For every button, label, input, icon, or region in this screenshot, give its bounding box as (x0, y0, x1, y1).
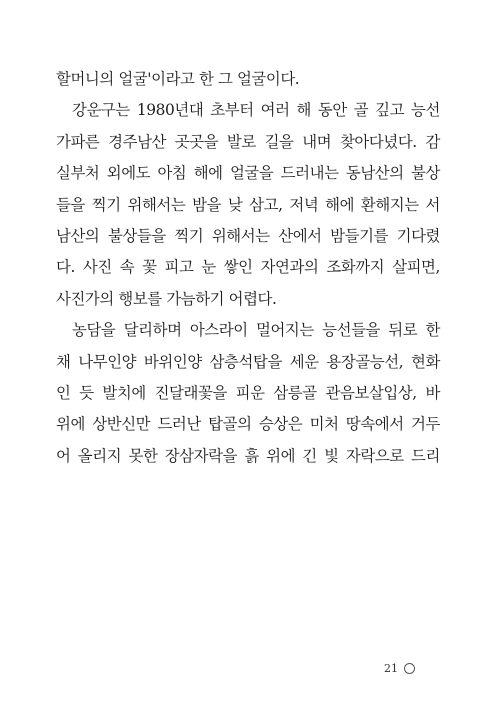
text-line: 남산의 불상들을 찍기 위해서는 산에서 밤들기를 기다렸 (56, 226, 440, 245)
text-line: 할머니의 얼굴'이라고 한 그 얼굴이다. (56, 70, 300, 88)
text-line: 농담을 달리하며 아스라이 멀어지는 능선들을 뒤로 한 (72, 321, 440, 340)
text-line: 위에 상반신만 드러난 탑골의 승상은 미처 땅속에서 거두 (56, 415, 440, 434)
text-line: 어 올리지 못한 장삼자락을 흙 위에 긴 빛 자락으로 드리 (56, 446, 440, 465)
text-line: 채 나무인양 바위인양 삼층석탑을 세운 용장골능선, 현화 (56, 352, 440, 371)
page-number: 21 (384, 662, 398, 675)
body-text (56, 64, 440, 472)
text-line: 강운구는 1980년대 초부터 여러 해 동안 골 깊고 능선 (72, 101, 440, 120)
circle-icon (404, 663, 415, 674)
page-footer (384, 662, 415, 675)
text-line: 실부처 외에도 아침 해에 얼굴을 드러내는 동남산의 불상 (56, 164, 440, 183)
text-line: 사진가의 행보를 가늠하기 어렵다. (56, 289, 277, 308)
text-line: 들을 찍기 위해서는 밤을 낮 삼고, 저녁 해에 환해지는 서 (56, 195, 440, 214)
text-line: 인 듯 발치에 진달래꽃을 피운 삼릉골 관음보살입상, 바 (56, 383, 440, 402)
text-line: 가파른 경주남산 곳곳을 발로 길을 내며 찾아다녔다. 감 (56, 132, 440, 151)
text-line: 다. 사진 속 꽃 피고 눈 쌓인 자연과의 조화까지 살피면, (56, 258, 440, 277)
